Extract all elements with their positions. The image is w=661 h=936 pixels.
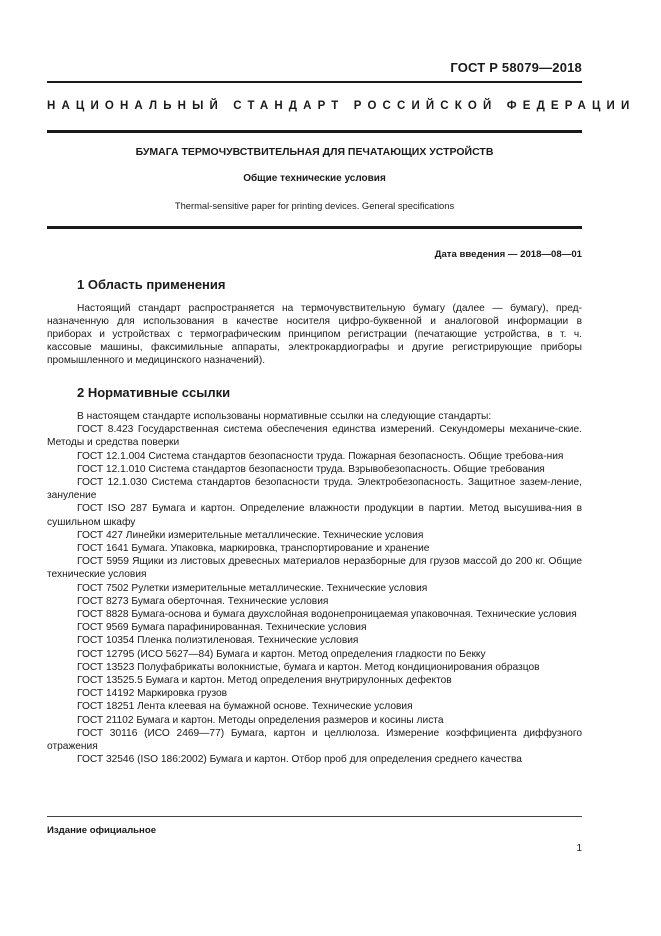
reference-item: ГОСТ 9569 Бумага парафинированная. Технические условия <box>77 622 367 634</box>
top-rule <box>47 81 582 83</box>
reference-item: ГОСТ 1641 Бумага. Упаковка, маркировка, транспортирование и хранение <box>77 543 430 555</box>
section-2-heading: 2 Нормативные ссылки <box>77 385 231 400</box>
reference-item: ГОСТ 12.1.030 Система стандартов безопасности труда. Электробезопасность. Защитное зазем-ление, зануление <box>47 477 582 502</box>
section-1-line: назначенную для использования в качестве носителя цифро-буквенной и аналоговой информации в <box>47 316 582 327</box>
reference-item: ГОСТ ISO 287 Бумага и картон. Определение влажности продукции в партии. Метод высушива-ния в сушильном шкафу <box>47 503 582 528</box>
section-1-line: приборах и устройствах с термографическим принципом регистрации (печатающие устройства, в т. ч. <box>47 329 582 340</box>
introduction-date: Дата введения — 2018—08—01 <box>434 249 582 260</box>
reference-item: ГОСТ 30116 (ИСО 2469—77) Бумага, картон и целлюлоза. Измерение коэффициента диффузного отражения <box>47 727 582 753</box>
heading-rule <box>47 130 582 133</box>
reference-item: ГОСТ 7502 Рулетки измерительные металлические. Технические условия <box>77 582 428 594</box>
national-standard-heading: НАЦИОНАЛЬНЫЙ СТАНДАРТ РОССИЙСКОЙ ФЕДЕРАЦИИ <box>47 100 636 112</box>
page-number: 1 <box>576 843 582 854</box>
reference-item: ГОСТ 21102 Бумага и картон. Методы определения размеров и косины листа <box>77 714 444 726</box>
official-edition-label: Издание официальное <box>47 825 157 836</box>
reference-item: ГОСТ 12.1.010 Система стандартов безопасности труда. Взрывобезопасность. Общие требования <box>77 463 545 475</box>
reference-item: ГОСТ 12795 (ИСО 5627—84) Бумага и картон. Метод определения гладкости по Бекку <box>77 648 486 660</box>
section-1-line: Настоящий стандарт распространяется на термочувствительную бумагу (далее — бумагу), пред- <box>77 303 582 314</box>
reference-item: ГОСТ 32546 (ISO 186:2002) Бумага и картон. Отбор проб для определения среднего качества <box>77 754 522 766</box>
reference-item: ГОСТ 18251 Лента клеевая на бумажной основе. Технические условия <box>77 701 413 713</box>
reference-item: ГОСТ 12.1.004 Система стандартов безопасности труда. Пожарная безопасность. Общие требова-ния <box>77 450 564 462</box>
reference-item: ГОСТ 8828 Бумага-основа и бумага двухслойная водонепроницаемая упаковочная. Технические условия <box>77 609 577 621</box>
section-1-line: промышленного и медицинского назначений). <box>47 355 266 366</box>
section-1-body <box>47 302 582 367</box>
footer-rule <box>47 816 582 817</box>
document-code: ГОСТ Р 58079—2018 <box>450 60 582 75</box>
reference-item: ГОСТ 14192 Маркировка грузов <box>77 688 228 700</box>
section-1-heading: 1 Область применения <box>77 277 226 292</box>
document-subtitle: Общие технические условия <box>243 173 386 184</box>
reference-item: ГОСТ 13523 Полуфабрикаты волокнистые, бумага и картон. Метод кондиционирования образцов <box>77 661 540 673</box>
reference-item: ГОСТ 8273 Бумага оберточная. Технические условия <box>77 595 329 607</box>
reference-item: ГОСТ 10354 Пленка полиэтиленовая. Технические условия <box>77 635 359 647</box>
reference-item: ГОСТ 13525.5 Бумага и картон. Метод определения внутрирулонных дефектов <box>77 675 452 687</box>
section-1-line: кассовые машины, факсимильные аппараты, электрокардиографы и другие регистрирующие приборы <box>47 342 582 353</box>
section-2-body <box>47 410 582 766</box>
section-2-intro: В настоящем стандарте использованы нормативные ссылки на следующие стандарты: <box>77 411 492 422</box>
title-rule <box>47 226 582 229</box>
reference-item: ГОСТ 5959 Ящики из листовых древесных материалов неразборные для грузов массой до 200 кг. Общие технические условия <box>47 556 582 581</box>
reference-item: ГОСТ 8.423 Государственная система обеспечения единства измерений. Секундомеры механиче-ские. Методы и средства поверки <box>47 424 582 449</box>
reference-item: ГОСТ 427 Линейки измерительные металлические. Технические условия <box>77 529 424 541</box>
document-title: БУМАГА ТЕРМОЧУВСТВИТЕЛЬНАЯ ДЛЯ ПЕЧАТАЮЩИХ УСТРОЙСТВ <box>135 146 494 158</box>
english-title: Thermal-sensitive paper for printing devices. General specifications <box>174 200 455 211</box>
